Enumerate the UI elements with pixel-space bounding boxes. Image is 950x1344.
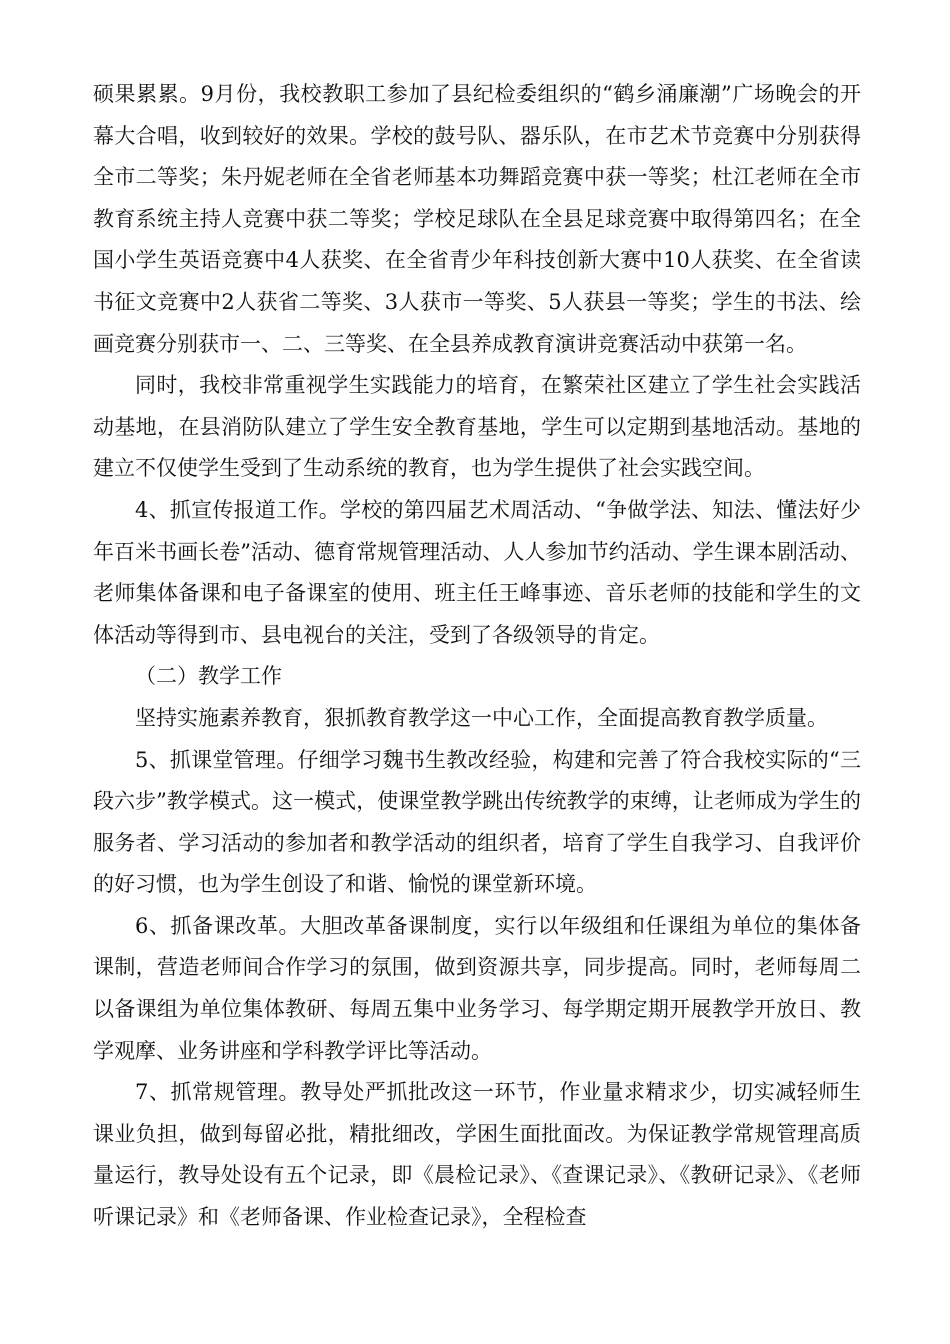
paragraph-continued: 硕果累累。9月份，我校教职工参加了县纪检委组织的“鹤乡涌廉潮”广场晚会的开幕大合唱，收到较好的效果。学校的鼓号队、器乐队，在市艺术节竞赛中分别获得全市二等奖；朱丹妮老师在全省老师基本功舞蹈竞赛中获一等奖；杜江老师在全市教育系统主持人竞赛中获二等奖；学校足球队在全县足球竞赛中取得第四名；在全国小学生英语竞赛中4人获奖、在全省青少年科技创新大赛中10人获奖、在全省读书征文竞赛中2人获省二等奖、3人获市一等奖、5人获县一等奖；学生的书法、绘画竞赛分别获市一、二、三等奖、在全县养成教育演讲竞赛活动中获第一名。 <box>93 82 861 356</box>
paragraph-quality-education: 坚持实施素养教育，狠抓教育教学这一中心工作，全面提高教育教学质量。 <box>135 705 828 730</box>
paragraph-classroom-management: 5、抓课堂管理。仔细学习魏书生教改经验，构建和完善了符合我校实际的“三段六步”教学模式。这一模式，使课堂教学跳出传统教学的束缚，让老师成为学生的服务者、学习活动的参加者和教学活动的组织者，培育了学生自我学习、自我评价的好习惯，也为学生创设了和谐、愉悦的课堂新环境。 <box>93 747 861 897</box>
paragraph-routine-management: 7、抓常规管理。教导处严抓批改这一环节，作业量求精求少，切实减轻师生课业负担，做到每留必批，精批细改，学困生面批面改。为保证教学常规管理高质量运行，教导处设有五个记录，即《晨检记录》、《查课记录》、《教研记录》、《老师听课记录》和《老师备课、作业检查记录》，全程检查 <box>93 1080 861 1230</box>
document-body <box>93 74 861 1239</box>
paragraph-lesson-prep-reform: 6、抓备课改革。大胆改革备课制度，实行以年级组和任课组为单位的集体备课制，营造老师间合作学习的氛围，做到资源共享，同步提高。同时，老师每周二以备课组为单位集体教研、每周五集中业务学习、每学期定期开展教学开放日、教学观摩、业务讲座和学科教学评比等活动。 <box>93 913 861 1063</box>
section-heading-teaching: （二）教学工作 <box>135 664 282 689</box>
paragraph-publicity: 4、抓宣传报道工作。学校的第四届艺术周活动、“争做学法、知法、懂法好少年百米书画长卷”活动、德育常规管理活动、人人参加节约活动、学生课本剧活动、老师集体备课和电子备课室的使用、班主任王峰事迹、音乐老师的技能和学生的文体活动等得到市、县电视台的关注，受到了各级领导的肯定。 <box>93 497 861 647</box>
paragraph-practice-base: 同时，我校非常重视学生实践能力的培育，在繁荣社区建立了学生社会实践活动基地，在县消防队建立了学生安全教育基地，学生可以定期到基地活动。基地的建立不仅使学生受到了生动系统的教育，也为学生提供了社会实践空间。 <box>93 373 861 481</box>
